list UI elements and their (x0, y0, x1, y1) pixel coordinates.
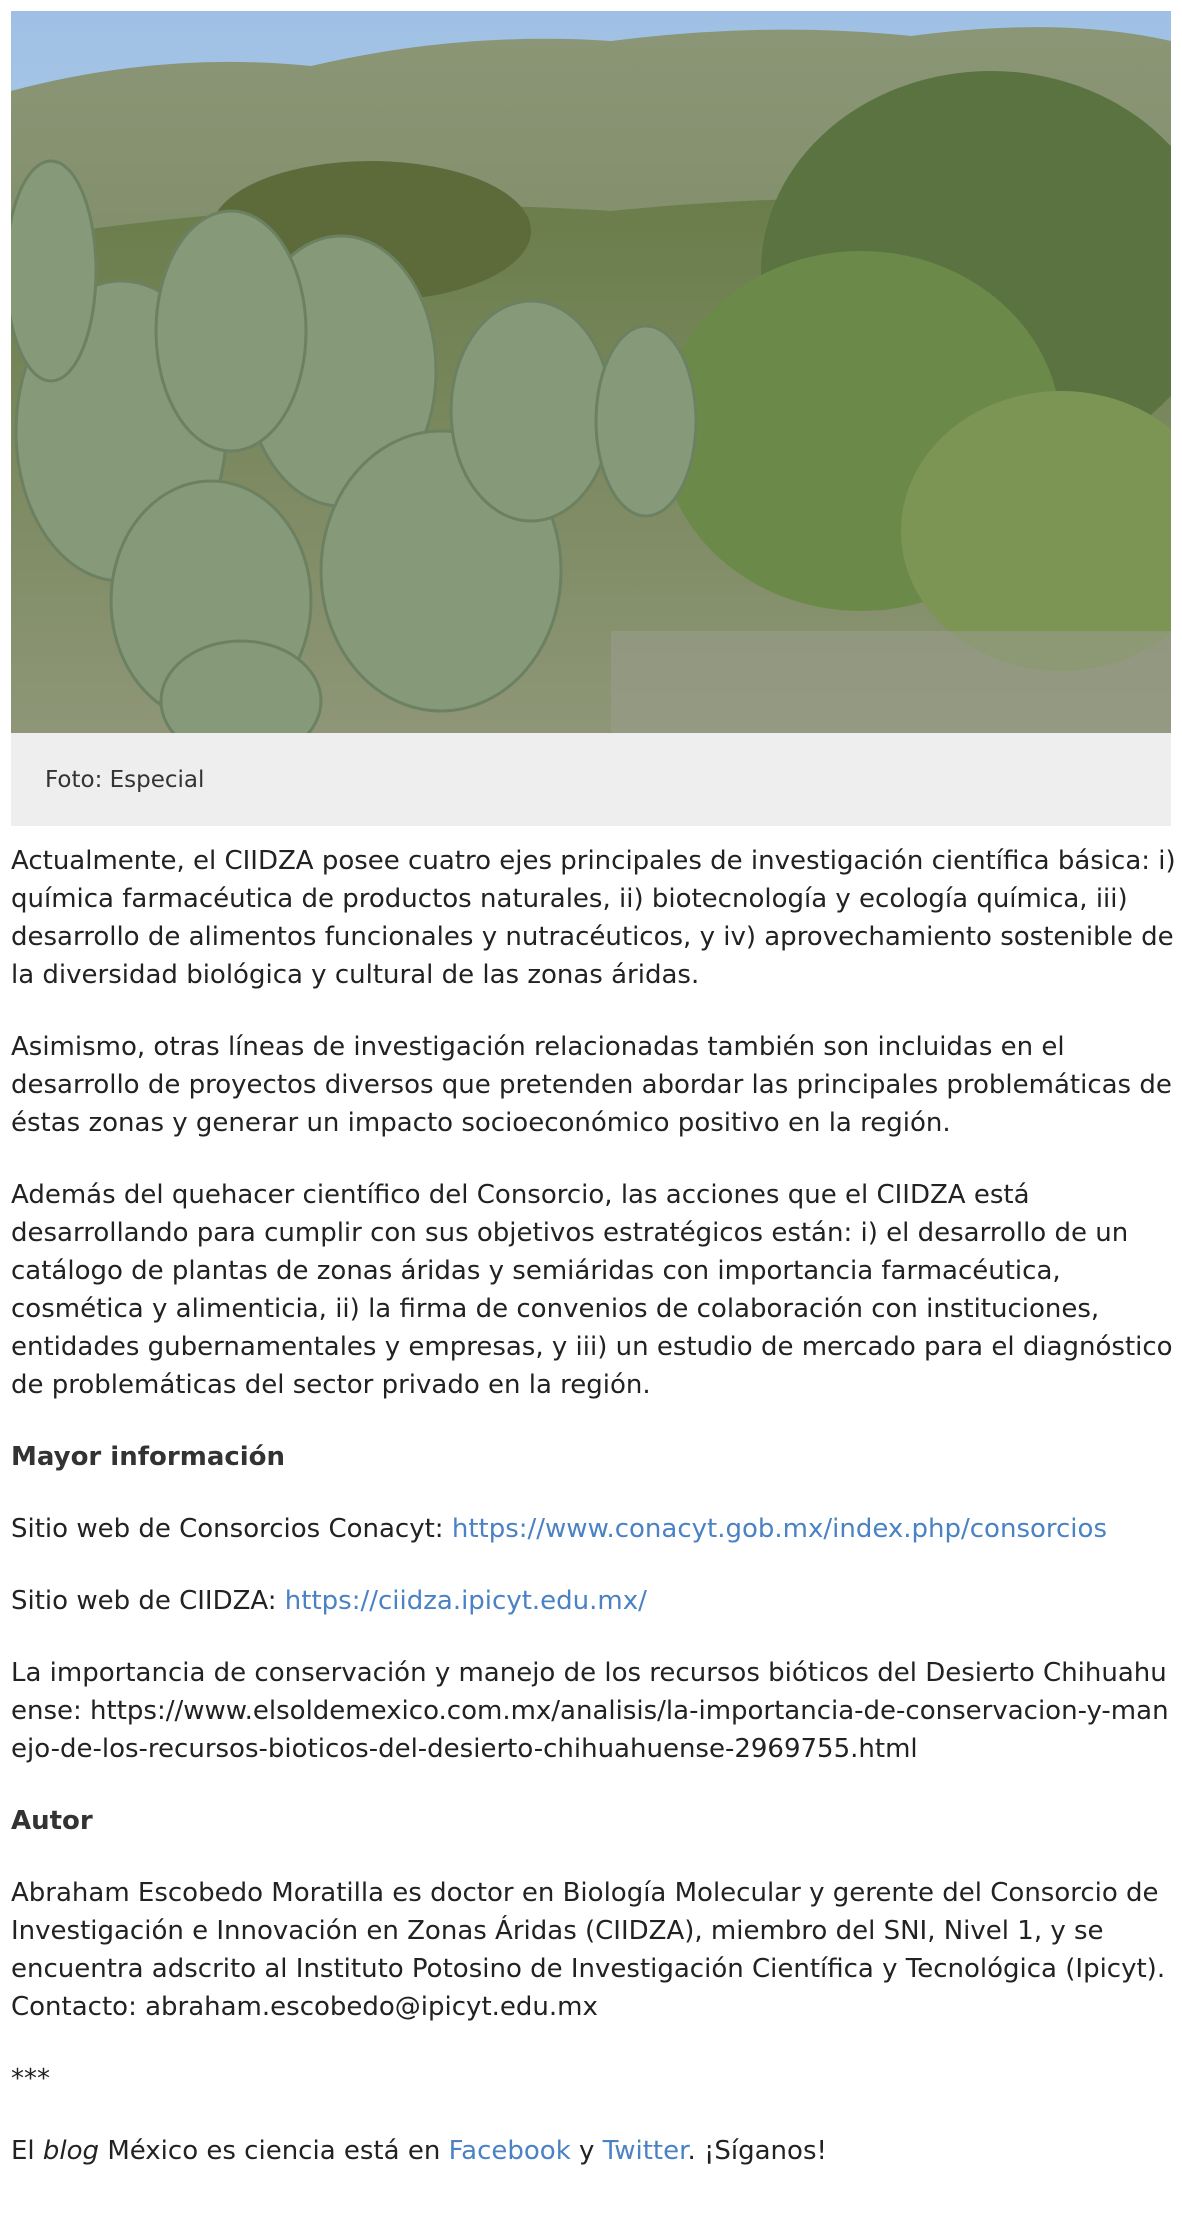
paragraph-author-bio: Abraham Escobedo Moratilla es doctor en Biología Molecular y gerente del Consorcio de Investigación e Innovación en Zonas Áridas (CIIDZA), miembro del SNI, Nivel 1, y se encuentra adscrito al Instituto Potosino de Investigación Científica y Tecnológica (Ipicyt). Contacto: abraham.escobedo@ipicyt.edu.mx (11, 1878, 1166, 2022)
paragraph-research-lines: Asimismo, otras líneas de investigación relacionadas también son incluidas en el desarrollo de proyectos diversos que pretenden abordar las principales problemáticas de éstas zonas y generar un impacto socioeconómico positivo en la región. (11, 1032, 1172, 1138)
follow-text-el: El (11, 2136, 43, 2166)
photo-caption (11, 733, 1171, 826)
heading-more-info: Mayor información (11, 1442, 286, 1472)
paragraph-strategic-actions: Además del quehacer científico del Consorcio, las acciones que el CIIDZA está desarrollando para cumplir con sus objetivos estratégicos están: i) el desarrollo de un catálogo de plantas de zonas áridas y semiáridas con importancia farmacéutica, cosmética y alimenticia, ii) la firma de convenios de colaboración con instituciones, entidades gubernamentales y empresas, y iii) un estudio de mercado para el diagnóstico de problemáticas del sector privado en la región. (11, 1180, 1173, 1400)
ciidza-link[interactable]: https://ciidza.ipicyt.edu.mx/ (284, 1586, 647, 1616)
heading-author: Autor (11, 1806, 93, 1836)
caption-text: Foto: Especial (45, 766, 205, 793)
paragraph-research-axes: Actualmente, el CIIDZA posee cuatro ejes principales de investigación científica básica: i) química farmacéutica de productos naturales, ii) biotecnología y ecología química, iii) desarrollo de alimentos funcionales y nutracéuticos, y iv) aprovechamiento sostenible de la diversidad biológica y cultural de las zonas áridas. (11, 846, 1176, 990)
separator-text: *** (11, 2064, 50, 2094)
follow-blog-word: blog (42, 2136, 100, 2166)
consorcios-label: Sitio web de Consorcios Conacyt: (11, 1514, 452, 1544)
twitter-link[interactable]: Twitter (602, 2136, 688, 2166)
ciidza-label: Sitio web de CIIDZA: (11, 1586, 285, 1616)
consorcios-line (11, 1510, 1176, 1548)
consorcios-link[interactable]: https://www.conacyt.gob.mx/index.php/consorcios (451, 1514, 1107, 1544)
article-figure (11, 11, 1171, 826)
follow-text-y: y (570, 2136, 603, 2166)
follow-line (11, 2132, 1176, 2170)
cactus-landscape-photo (11, 11, 1171, 733)
ciidza-line (11, 1582, 1176, 1620)
follow-text-end: . ¡Síganos! (687, 2136, 827, 2166)
article-body (11, 842, 1176, 2204)
follow-text-mid: México es ciencia está en (99, 2136, 449, 2166)
facebook-link[interactable]: Facebook (448, 2136, 571, 2166)
paragraph-importance-reference: La importancia de conservación y manejo de los recursos bióticos del Desierto Chihuahuense: https://www.elsoldemexico.com.mx/analisis/la-importancia-de-conservacion-y-manejo-de-los-recursos-bioticos-del-desierto-chihuahuense-2969755.html (11, 1658, 1169, 1764)
